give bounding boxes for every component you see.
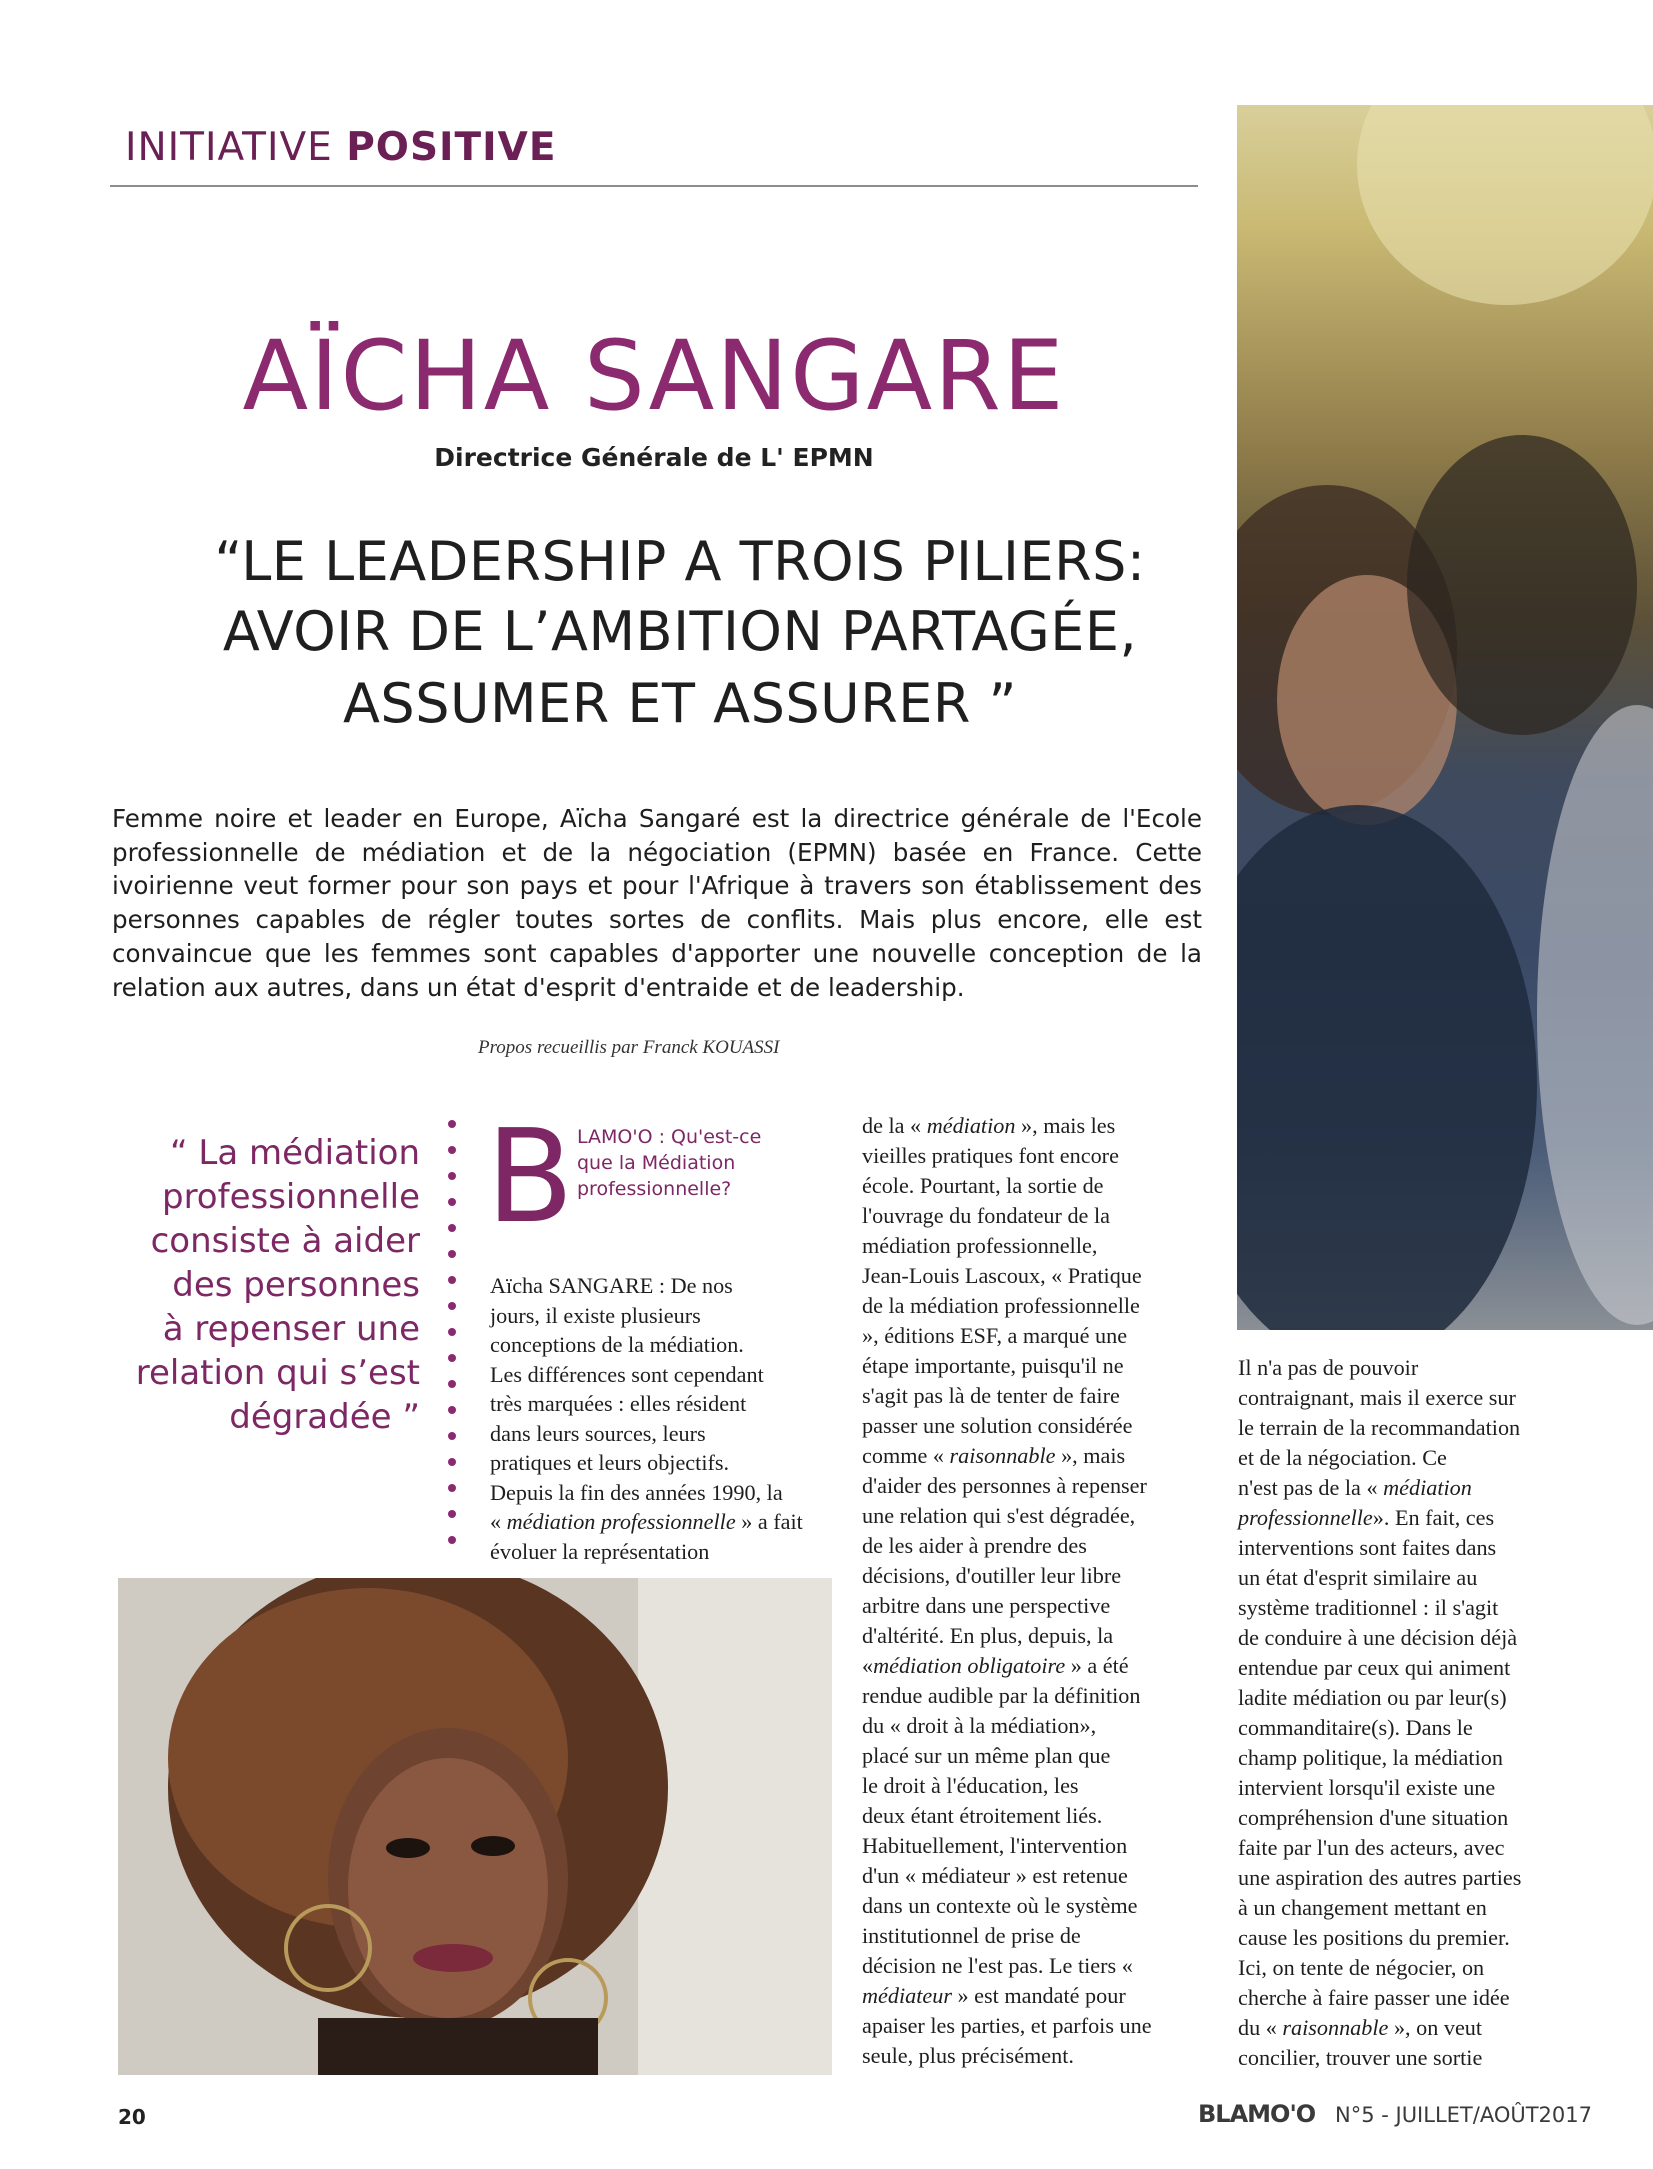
- column-3-line: ladite médiation ou par leur(s): [1238, 1685, 1507, 1710]
- pull-quote-line: professionnelle: [161, 1177, 420, 1217]
- column-3-line: une aspiration des autres parties: [1238, 1865, 1522, 1890]
- column-3-line: concilier, trouver une sortie: [1238, 2045, 1483, 2070]
- column-2-line: vieilles pratiques font encore: [862, 1143, 1119, 1168]
- dotted-separator: [448, 1120, 458, 1560]
- drop-cap: B: [486, 1103, 574, 1252]
- column-3-line: cause les positions du premier.: [1238, 1925, 1510, 1950]
- column-3-line: entendue par ceux qui animent: [1238, 1655, 1511, 1680]
- column-2-line: de la médiation professionnelle: [862, 1293, 1140, 1318]
- column-1-line: Aïcha SANGARE : De nos: [490, 1273, 733, 1298]
- page-number: 20: [118, 2105, 146, 2129]
- column-2-line: du « droit à la médiation»,: [862, 1713, 1097, 1738]
- magazine-logo: BLAMO'O: [1198, 2100, 1316, 2128]
- column-3-line: professionnelle». En fait, ces: [1238, 1505, 1495, 1530]
- column-1-line: Les différences sont cependant: [490, 1361, 764, 1387]
- column-3-line: champ politique, la médiation: [1238, 1745, 1503, 1770]
- pull-quote-line: “ La médiation: [169, 1133, 420, 1173]
- column-2-line: institutionnel de prise de: [862, 1923, 1081, 1948]
- column-3-line: le terrain de la recommandation: [1238, 1415, 1521, 1440]
- column-1-line: jours, il existe plusieurs: [490, 1302, 701, 1328]
- pull-quote-line: des personnes: [172, 1265, 420, 1305]
- column-2-line: deux étant étroitement liés.: [862, 1803, 1103, 1828]
- article-subtitle: Directrice Générale de L' EPMN: [434, 443, 874, 472]
- column-3-line: Ici, on tente de négocier, on: [1238, 1955, 1485, 1980]
- column-2-line: apaiser les parties, et parfois une: [862, 2013, 1152, 2038]
- column-2-line: d'aider des personnes à repenser: [862, 1473, 1147, 1498]
- column-3-line: de conduire à une décision déjà: [1238, 1625, 1518, 1650]
- column-2-line: «médiation obligatoire » a été: [862, 1653, 1129, 1678]
- column-2-line: le droit à l'éducation, les: [862, 1773, 1079, 1798]
- column-2-line: de les aider à prendre des: [862, 1533, 1087, 1558]
- column-2-line: d'altérité. En plus, depuis, la: [862, 1623, 1114, 1648]
- column-2-line: école. Pourtant, la sortie de: [862, 1173, 1104, 1198]
- column-3-line: interventions sont faites dans: [1238, 1535, 1497, 1560]
- headline-quote-line: AVOIR DE L’AMBITION PARTAGÉE,: [222, 600, 1138, 663]
- column-2-line: », éditions ESF, a marqué une: [862, 1323, 1128, 1348]
- column-3-line: un état d'esprit similaire au: [1238, 1565, 1478, 1590]
- column-2-line: l'ouvrage du fondateur de la: [862, 1203, 1110, 1228]
- question-line: professionnelle?: [577, 1178, 732, 1200]
- column-2-line: Habituellement, l'intervention: [862, 1833, 1128, 1858]
- column-3-line: du « raisonnable », on veut: [1238, 2015, 1483, 2040]
- column-3-line: Il n'a pas de pouvoir: [1238, 1355, 1419, 1380]
- column-1-line: « médiation professionnelle » a fait: [490, 1509, 803, 1534]
- column-2-line: dans un contexte où le système: [862, 1893, 1138, 1918]
- headline-quote-line: ASSUMER ET ASSURER ”: [342, 672, 1017, 735]
- column-2-line: rendue audible par la définition: [862, 1683, 1141, 1708]
- column-3-line: compréhension d'une situation: [1238, 1805, 1509, 1830]
- column-2-line: décisions, d'outiller leur libre: [862, 1563, 1122, 1588]
- column-1-line: pratiques et leurs objectifs.: [490, 1450, 730, 1475]
- column-2-line: une relation qui s'est dégradée,: [862, 1503, 1136, 1528]
- column-2-line: comme « raisonnable », mais: [862, 1443, 1126, 1468]
- pull-quote-line: consiste à aider: [150, 1221, 420, 1261]
- question-line: LAMO'O : Qu'est-ce: [577, 1126, 762, 1148]
- column-2-line: médiation professionnelle,: [862, 1233, 1098, 1258]
- header-rule: [110, 185, 1198, 187]
- column-1-line: conceptions de la médiation.: [490, 1332, 744, 1357]
- column-2-line: Jean-Louis Lascoux, « Pratique: [862, 1263, 1142, 1288]
- column-2-line: étape importante, puisqu'il ne: [862, 1353, 1124, 1378]
- intro-paragraph: Femme noire et leader en Europe, Aïcha Sangaré est la directrice générale de l'Ecole professionnelle de médiation et de la négociation (EPMN) basée en France. Cette ivoirienne veut former pour son pays et pour l'Afrique à travers son établissement des personnes capables de régler toutes sortes de conflits. Mais plus encore, elle est convaincue que les femmes sont capables d'apporter une nouvelle conception de la relation aux autres, dans un état d'esprit d'entraide et de leadership.: [112, 804, 1202, 1002]
- column-3-line: intervient lorsqu'il existe une: [1238, 1775, 1496, 1800]
- column-2-line: de la « médiation », mais les: [862, 1113, 1116, 1138]
- column-2-line: placé sur un même plan que: [862, 1743, 1111, 1768]
- column-1-line: évoluer la représentation: [490, 1538, 710, 1564]
- column-3-line: commanditaire(s). Dans le: [1238, 1715, 1473, 1740]
- pull-quote-line: dégradée ”: [229, 1397, 420, 1437]
- column-2-line: arbitre dans une perspective: [862, 1593, 1111, 1618]
- column-2-line: passer une solution considérée: [862, 1413, 1133, 1438]
- column-2-line: d'un « médiateur » est retenue: [862, 1863, 1128, 1888]
- column-1-line: très marquées : elles résident: [490, 1391, 747, 1416]
- column-2-line: médiateur » est mandaté pour: [862, 1983, 1126, 2008]
- article-photo-right: [1237, 105, 1653, 1330]
- column-3-line: n'est pas de la « médiation: [1238, 1475, 1472, 1500]
- column-3-line: faite par l'un des acteurs, avec: [1238, 1835, 1505, 1860]
- column-2-line: s'agit pas là de tenter de faire: [862, 1383, 1120, 1408]
- column-3-line: contraignant, mais il exerce sur: [1238, 1385, 1516, 1410]
- byline: Propos recueillis par Franck KOUASSI: [478, 1037, 780, 1058]
- portrait-illustration: [118, 1578, 832, 2075]
- pull-quote-line: à repenser une: [162, 1309, 420, 1349]
- pull-quote-line: relation qui s’est: [135, 1353, 420, 1393]
- article-title: AÏCHA SANGARE: [242, 320, 1066, 432]
- issue-info: N°5 - JUILLET/AOÛT2017: [1335, 2103, 1592, 2127]
- column-3-line: système traditionnel : il s'agit: [1238, 1595, 1499, 1620]
- portrait-photo: [118, 1578, 832, 2075]
- column-2-line: décision ne l'est pas. Le tiers «: [862, 1953, 1133, 1978]
- question-line: que la Médiation: [577, 1152, 736, 1174]
- column-1-line: dans leurs sources, leurs: [490, 1420, 706, 1446]
- headline-quote-line: “LE LEADERSHIP A TROIS PILIERS:: [214, 530, 1146, 593]
- column-1-line: Depuis la fin des années 1990, la: [490, 1479, 783, 1505]
- column-3-line: et de la négociation. Ce: [1238, 1445, 1447, 1470]
- section-label-strong: POSITIVE: [346, 125, 557, 170]
- section-label: [125, 125, 556, 170]
- column-3-line: à un changement mettant en: [1238, 1895, 1487, 1920]
- column-3-line: cherche à faire passer une idée: [1238, 1985, 1510, 2010]
- section-label-prefix: INITIATIVE: [125, 125, 347, 170]
- column-2-line: seule, plus précisément.: [862, 2043, 1074, 2068]
